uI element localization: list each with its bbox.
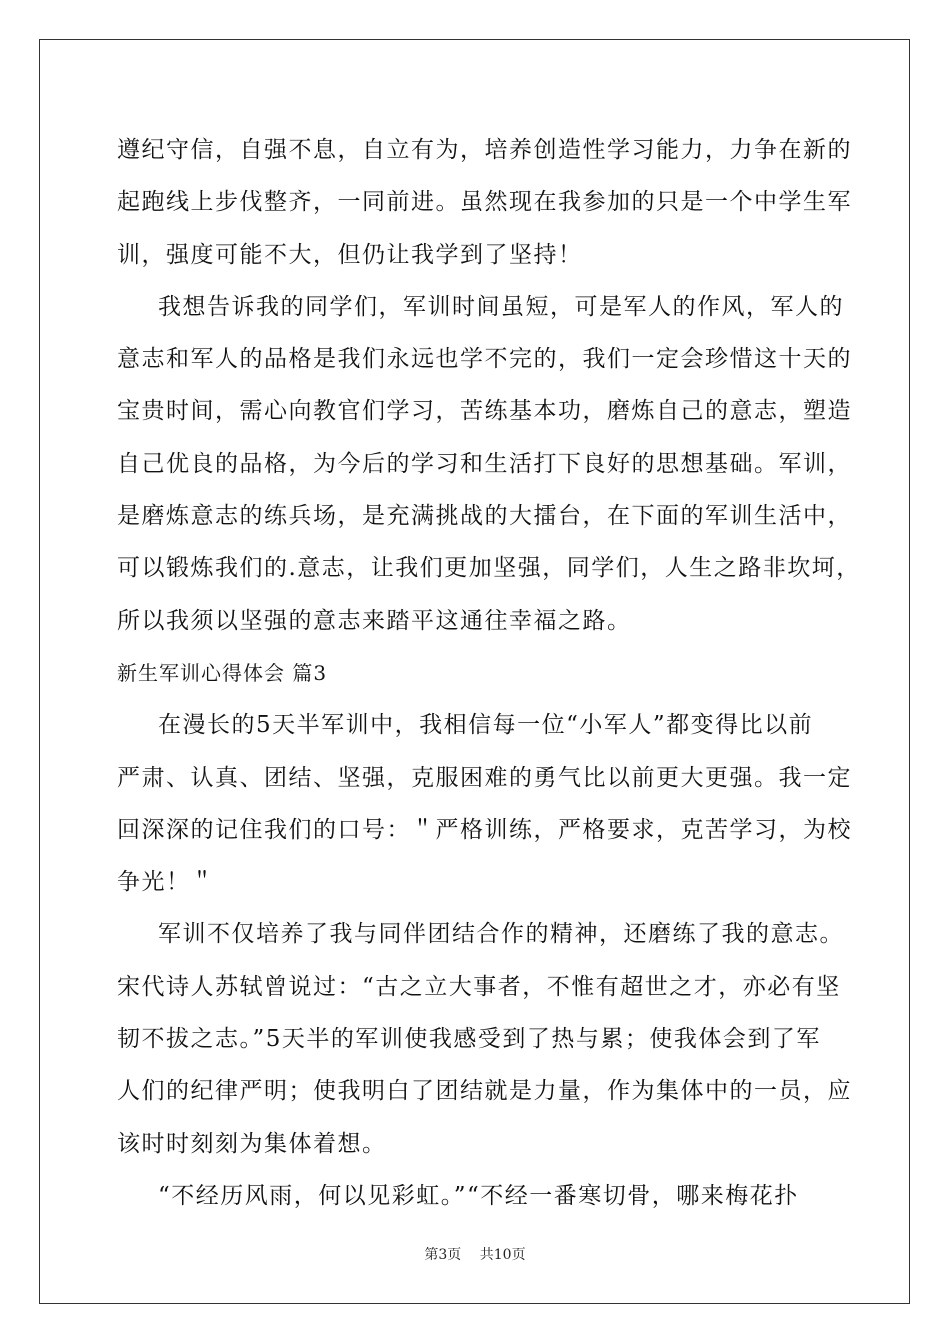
text-line: 韧不拔之志。”5天半的军训使我感受到了热与累；使我体会到了军 — [117, 1026, 821, 1053]
text-line: 自己优良的品格，为今后的学习和生活打下良好的思想基础。军训， — [117, 450, 852, 477]
current-page-number: 第3页 — [424, 1247, 462, 1263]
text-line: 严肃、认真、团结、坚强，克服困难的勇气比以前更大更强。我一定 — [117, 764, 852, 791]
total-pages: 共10页 — [479, 1247, 526, 1263]
document-body — [117, 124, 861, 1222]
text-line: “不经历风雨，何以见彩虹。”“不经一番寒切骨，哪来梅花扑 — [158, 1182, 799, 1209]
text-line: 是磨炼意志的练兵场，是充满挑战的大擂台，在下面的军训生活中， — [117, 503, 852, 530]
text-line: 争光！＂ — [117, 869, 215, 896]
text-line: 回深深的记住我们的口号：＂严格训练，严格要求，克苦学习，为校 — [117, 816, 852, 843]
text-line: 该时时刻刻为集体着想。 — [117, 1130, 387, 1157]
text-line: 训，强度可能不大，但仍让我学到了坚持！ — [117, 241, 583, 268]
page-footer — [0, 1244, 950, 1264]
text-line: 军训不仅培养了我与同伴团结合作的精神，还磨练了我的意志。 — [158, 921, 844, 948]
text-line: 意志和军人的品格是我们永远也学不完的，我们一定会珍惜这十天的 — [117, 346, 852, 373]
text-line: 遵纪守信，自强不息，自立有为，培养创造性学习能力，力争在新的 — [117, 137, 852, 163]
text-line: 所以我须以坚强的意志来踏平这通往幸福之路。 — [117, 607, 632, 634]
section-heading: 新生军训心得体会 篇3 — [117, 660, 328, 685]
text-line: 在漫长的5天半军训中，我相信每一位“小军人”都变得比以前 — [158, 712, 814, 739]
text-line: 人们的纪律严明；使我明白了团结就是力量，作为集体中的一员，应 — [117, 1078, 852, 1105]
text-line: 起跑线上步伐整齐，一同前进。虽然现在我参加的只是一个中学生军 — [117, 189, 852, 216]
text-line: 宝贵时间，需心向教官们学习，苦练基本功，磨炼自己的意志，塑造 — [117, 398, 852, 425]
text-line: 宋代诗人苏轼曾说过：“古之立大事者，不惟有超世之才，亦必有坚 — [117, 973, 841, 1000]
text-line: 可以锻炼我们的.意志，让我们更加坚强，同学们，人生之路非坎坷， — [117, 555, 861, 582]
text-line: 我想告诉我的同学们，军训时间虽短，可是军人的作风，军人的 — [158, 293, 844, 320]
